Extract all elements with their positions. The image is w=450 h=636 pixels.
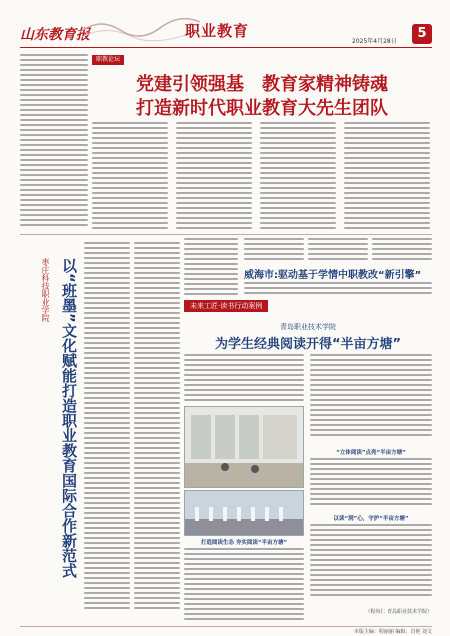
library-photo <box>184 406 304 488</box>
feature-school: 青岛职业技术学院 <box>280 323 336 331</box>
reading-feature <box>184 300 432 625</box>
top-story-title-line2: 打造新时代职业教育大先生团队 <box>136 98 388 119</box>
weihai-title: 威海市:驱动基于学情中职教改“新引擎” <box>244 270 422 281</box>
footer-credits: 本版主编：程丽丽 编辑：肖艳 刘文 <box>353 629 432 635</box>
feature-col1-text-top <box>184 354 304 404</box>
feature-banner <box>184 300 268 312</box>
issue-date: 2025年4月28日 <box>352 38 397 45</box>
feature-col1-text-bottom <box>184 548 304 625</box>
left-story-title: 以“班墨”文化赋能打造职业教育国际合作新范式 <box>60 258 78 578</box>
feature-col2-text-top <box>310 354 432 444</box>
section-label: 职业教育 <box>185 22 250 40</box>
footer-divider <box>20 626 432 627</box>
top-story-col4 <box>344 122 430 232</box>
performance-photo <box>184 490 304 536</box>
left-story-author: 枣庄科技职业学院 <box>41 258 50 322</box>
left-story-col1 <box>84 242 130 614</box>
weihai-col3 <box>372 238 432 262</box>
feature-banner-label: 未来工匠·读书行动案例 <box>190 302 263 310</box>
page-number-badge <box>412 24 432 44</box>
feature-col2-text-mid <box>310 458 432 510</box>
horizontal-divider <box>20 234 432 235</box>
top-story-col2 <box>176 122 252 232</box>
kicker-label: 职教论坛 <box>96 56 121 63</box>
left-column-text <box>20 54 88 229</box>
feature-credit: （程尚仁 青岛职业技术学院） <box>365 609 432 615</box>
left-story-col2 <box>134 242 180 614</box>
middle-column-text <box>184 238 238 298</box>
feature-subhead-2: “立体阅读”点亮“半亩方塘” <box>336 450 406 456</box>
feature-subhead-1: 打造阅读生态 夯实阅读“半亩方塘” <box>200 540 288 546</box>
weihai-story <box>244 238 432 298</box>
masthead-wave-decoration <box>80 12 200 42</box>
feature-subhead-3: 以读“润”心，守护“半亩方塘” <box>333 516 409 522</box>
kicker-badge <box>92 55 124 65</box>
top-story-col3 <box>260 122 336 232</box>
masthead-divider <box>20 47 432 48</box>
masthead-logo: 山东教育报 <box>20 27 90 43</box>
feature-col2-text-bottom <box>310 524 432 604</box>
weihai-col1 <box>244 238 304 262</box>
weihai-body <box>244 282 432 298</box>
feature-title: 为学生经典阅读开得“半亩方塘” <box>214 337 402 352</box>
left-story <box>20 238 180 618</box>
top-story <box>92 52 432 232</box>
top-story-title-line1: 党建引领强基 教育家精神铸魂 <box>136 74 388 95</box>
weihai-col2 <box>308 238 368 262</box>
page-number: 5 <box>417 26 427 41</box>
top-story-col1 <box>92 122 168 232</box>
masthead <box>0 0 450 52</box>
